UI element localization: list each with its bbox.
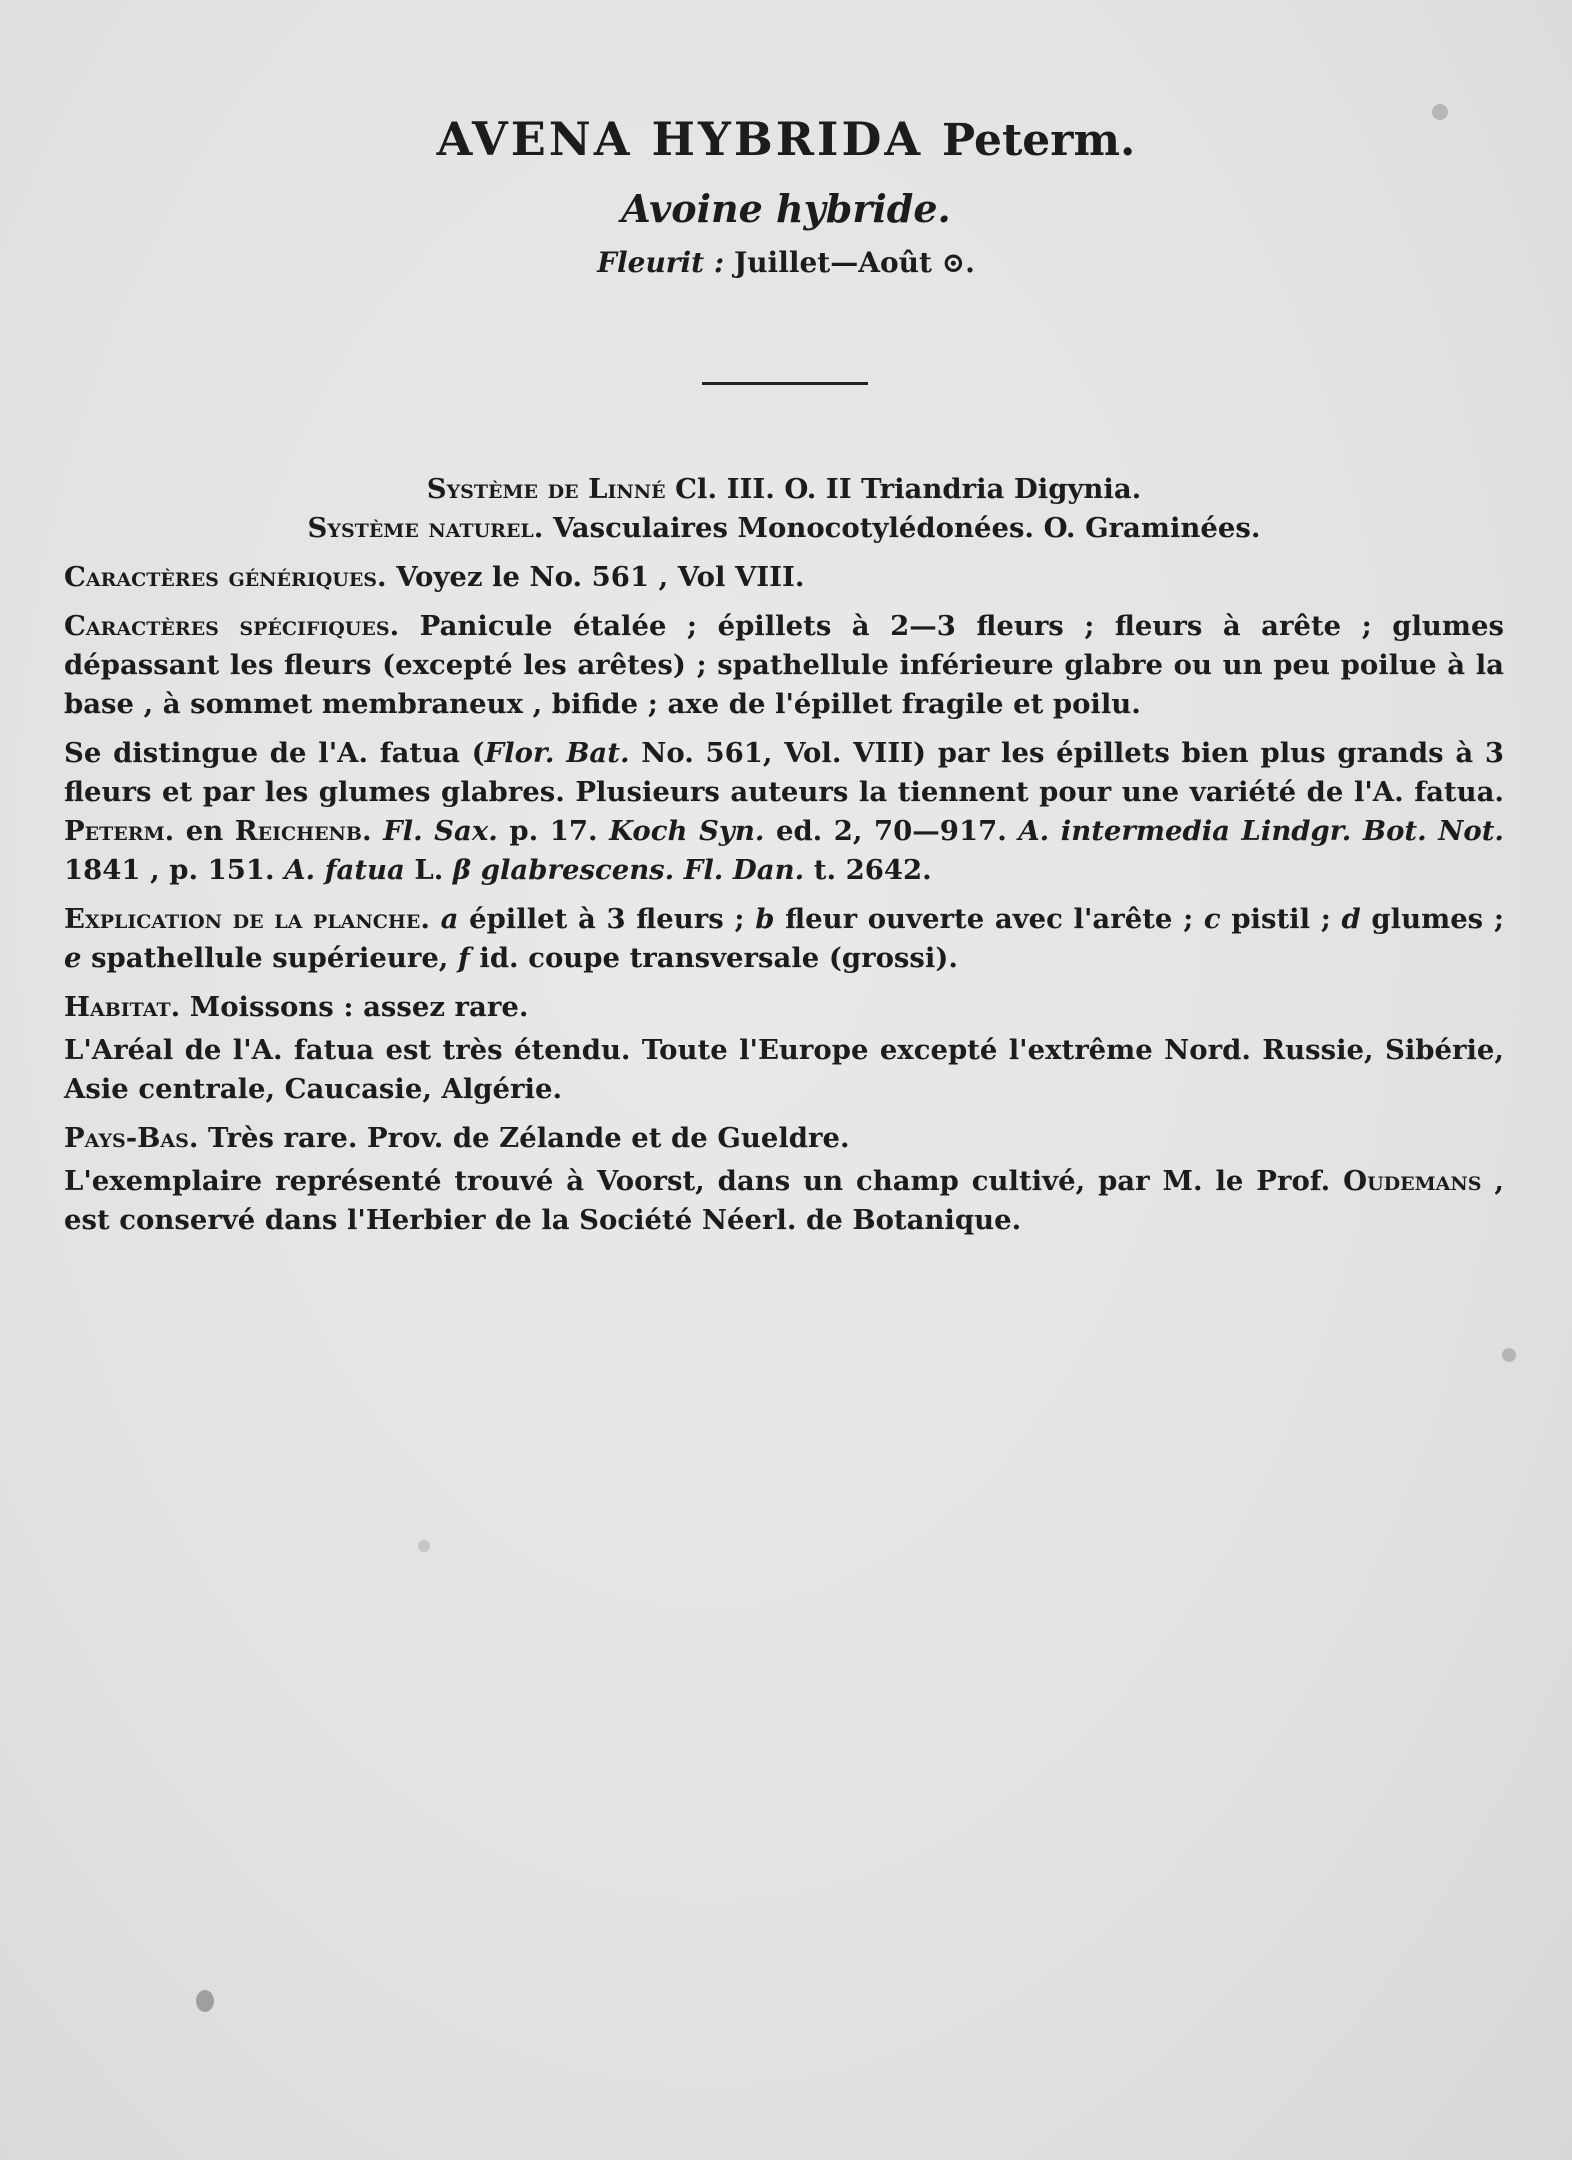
systeme-linne-text: Cl. III. O. II Triandria Digynia. [675,473,1142,505]
caracteres-specifiques-label: Caractères spécifiques. [64,610,400,642]
text-run: L. [404,854,453,886]
italic-run: β glabrescens. Fl. Dan. [452,854,805,886]
italic-run: A. intermedia Lindgr. Bot. Not. [1018,815,1504,847]
caracteres-generiques [64,558,1504,597]
explication-label: Explication de la planche. [64,903,430,935]
paper-spot [1432,104,1448,120]
paper-spot [1502,1348,1516,1362]
flowering-value: Juillet—Août ⊙. [733,246,975,279]
caracteres-generiques-label: Caractères génériques. [64,561,387,593]
pays-bas-text: Très rare. Prov. de Zélande et de Gueldre. [208,1122,850,1154]
italic-run: Flor. Bat. [484,737,630,769]
figure-letter: d [1341,903,1361,935]
systeme-linne-label: Système de Linné [426,473,666,505]
species-author: Peterm. [942,115,1136,166]
text-run: en [174,815,235,847]
italic-run: A. fatua [284,854,405,886]
text-run: fleur ouverte avec l'arête ; [774,903,1204,935]
caracteres-generiques-text: Voyez le No. 561 , Vol VIII. [396,561,805,593]
text-run: , est conservé dans l'Herbier de la Société Néerl. de Botanique. [64,1165,1504,1236]
italic-run: Koch Syn. [609,815,765,847]
text-run: p. 17. [497,815,610,847]
systeme-linne [64,470,1504,509]
text-run: Se distingue de l'A. fatua ( [64,737,485,769]
page-title [0,112,1572,166]
figure-letter: b [755,903,775,935]
systeme-naturel [64,509,1504,548]
text-run: id. coupe transversale (grossi). [469,942,958,974]
systeme-naturel-label: Système naturel. [307,512,544,544]
text-run: L'exemplaire représenté trouvé à Voorst, dans un champ cultivé, par M. le Prof. [64,1165,1344,1197]
figure-letter: f [457,942,470,974]
flowering-label: Fleurit : [597,246,725,279]
divider [702,382,868,385]
paper-spot [196,1990,214,2012]
description-body [64,470,1504,1250]
text-run: pistil ; [1220,903,1342,935]
habitat-label: Habitat. [64,991,181,1023]
text-run: glumes ; [1360,903,1504,935]
text-run: t. 2642. [804,854,932,886]
text-run: spathellule supérieure, [81,942,458,974]
caracteres-specifiques [64,607,1504,724]
pays-bas [64,1119,1504,1158]
text-run: épillet à 3 fleurs ; [458,903,756,935]
figure-letter: e [64,942,82,974]
pays-bas-label: Pays-Bas. [64,1122,199,1154]
text-run: 1841 , p. 151. [64,854,285,886]
habitat [64,988,1504,1027]
figure-letter: a [440,903,459,935]
flowering-line [0,246,1572,279]
distinction-paragraph [64,734,1504,890]
areal-paragraph: L'Aréal de l'A. fatua est très étendu. Toute l'Europe excepté l'extrême Nord. Russie, Sibérie, Asie centrale, Caucasie, Algérie. [64,1034,1504,1105]
figure-letter: c [1203,903,1221,935]
smallcaps-run: Reichenb. [234,815,372,847]
common-name: Avoine hybride. [621,186,951,231]
exemplaire-paragraph [64,1162,1504,1240]
systeme-naturel-text: Vasculaires Monocotylédonées. O. Graminées. [552,512,1261,544]
text-run: No. 561, Vol. VIII) par les épillets bien plus grands à 3 fleurs et par les glumes glabres. Plusieurs auteurs la tiennent pour une variété de l'A. fatua. [64,737,1504,808]
text-run: ed. 2, 70—917. [764,815,1019,847]
paper-spot [418,1540,430,1552]
explication-planche [64,900,1504,978]
smallcaps-run: Peterm. [64,815,175,847]
caracteres-specifiques-text: Panicule étalée ; épillets à 2—3 fleurs ; fleurs à arête ; glumes dépassant les fleurs (excepté les arêtes) ; spathellule inférieure glabre ou un peu poilue à la base , à sommet membraneux , bifide ; axe de l'épillet fragile et poilu. [64,610,1504,720]
habitat-text: Moissons : assez rare. [189,991,529,1023]
smallcaps-run: Oudemans [1343,1165,1482,1197]
italic-run: Fl. Sax. [383,815,498,847]
species-name: AVENA HYBRIDA [436,112,924,166]
text-run [372,815,384,847]
